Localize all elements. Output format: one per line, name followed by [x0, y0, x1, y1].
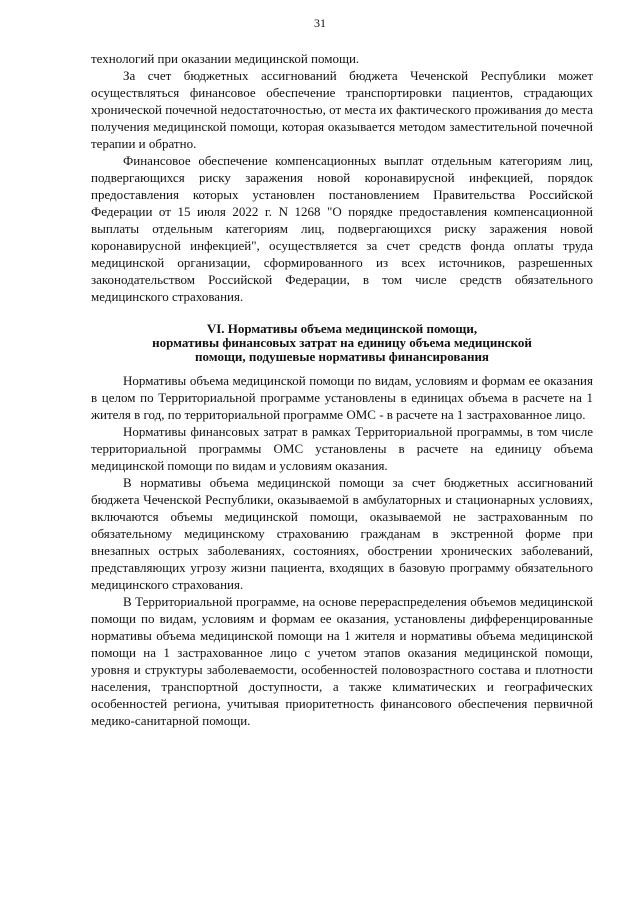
paragraph-cost-standards: Нормативы финансовых затрат в рамках Территориальной программы, в том числе территориальной программы ОМС установлены в расчете на единицу объема медицинской помощи по видам и условиям оказания.: [91, 424, 593, 473]
paragraph-differentiated-standards: В Территориальной программе, на основе перераспределения объемов медицинской помощи по видам, условиям и формам ее оказания, установлены дифференцированные нормативы объема медицинской помощи на 1 жителя и нормативы объема медицинской помощи на 1 застрахованное лицо с учетом этапов оказания медицинской помощи, уровня и структуры заболеваемости, особенностей половозрастного состава и плотности населения, транспортной доступности, а также климатических и географических особенностей региона, учитывая приоритетность финансового обеспечения первичной медико-санитарной помощи.: [91, 594, 593, 728]
document-body: [91, 50, 593, 729]
paragraph-uninsured-care: В нормативы объема медицинской помощи за счет бюджетных ассигнований бюджета Чеченской Республики, оказываемой в амбулаторных и стационарных условиях, включаются объемы медицинской помощи, оказываемой не застрахованным по обязательному медицинскому страхованию гражданам в экстренной форме при внезапных острых заболеваниях, состояниях, обострении хронических заболеваний, представляющих угрозу жизни пациента, входящих в базовую программу обязательного медицинского страхования.: [91, 475, 593, 592]
section-heading: [91, 322, 593, 364]
paragraph-compensation-payments: Финансовое обеспечение компенсационных выплат отдельным категориям лиц, подвергающихся риску заражения новой коронавирусной инфекцией, порядок предоставления которых установлен постановлением Правительства Российской Федерации от 15 июля 2022 г. N 1268 "О порядке предоставления компенсационной выплаты отдельным категориям лиц, подвергающихся риску заражения новой коронавирусной инфекцией", осуществляется за счет средств фонда оплаты труда медицинской организации, сформированного из всех источников, разрешенных законодательством Российской Федерации, в том числе средств обязательного медицинского страхования.: [91, 153, 593, 304]
paragraph-volume-standards: Нормативы объема медицинской помощи по видам, условиям и формам ее оказания в целом по Территориальной программе установлены в единицах объема в расчете на 1 жителя в год, по территориальной программе ОМС - в расчете на 1 застрахованное лицо.: [91, 373, 593, 422]
page-number: 31: [314, 16, 326, 30]
section-heading-line: VI. Нормативы объема медицинской помощи,: [206, 321, 478, 336]
section-heading-line: помощи, подушевые нормативы финансирования: [195, 349, 489, 364]
paragraph-intro-continuation: технологий при оказании медицинской помощи.: [91, 51, 360, 66]
paragraph-transport-funding: За счет бюджетных ассигнований бюджета Чеченской Республики может осуществляться финансовое обеспечение транспортировки пациентов, страдающих хронической почечной недостаточностью, от места их фактического проживания до места получения медицинской помощи, которая оказывается методом заместительной почечной терапии и обратно.: [91, 68, 593, 151]
section-heading-line: нормативы финансовых затрат на единицу объема медицинской: [152, 335, 532, 350]
